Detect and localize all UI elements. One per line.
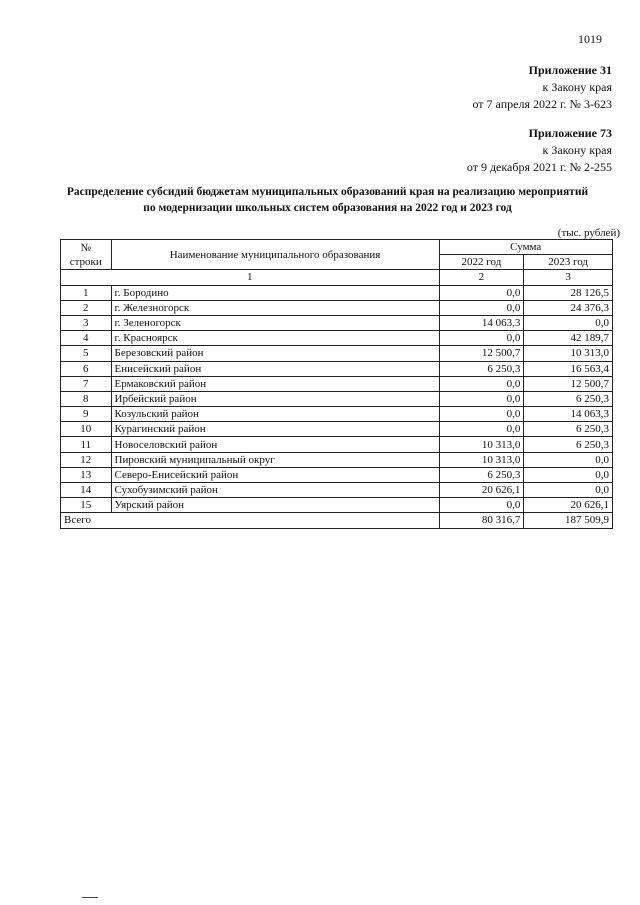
table-row	[61, 452, 613, 467]
amount-2023: 28 126,5	[524, 285, 613, 300]
table-row	[61, 361, 613, 376]
amount-2022: 14 063,3	[439, 315, 524, 330]
amount-2023: 0,0	[524, 467, 613, 482]
header-sum: Сумма	[439, 240, 612, 255]
row-number: 7	[61, 376, 112, 391]
amount-2022: 10 313,0	[439, 452, 524, 467]
amount-2023: 6 250,3	[524, 437, 613, 452]
row-number: 12	[61, 452, 112, 467]
amount-2023: 6 250,3	[524, 391, 613, 406]
municipality-name: г. Зеленогорск	[111, 315, 439, 330]
municipality-name: Курагинский район	[111, 422, 439, 437]
municipality-name: Ирбейский район	[111, 391, 439, 406]
row-number: 14	[61, 483, 112, 498]
table-row	[61, 467, 613, 482]
table-row	[61, 315, 613, 330]
column-index-2: 2	[439, 270, 524, 285]
units-label: (тыс. рублей)	[557, 227, 620, 239]
subsidy-table	[60, 239, 613, 529]
table-row	[61, 407, 613, 422]
table-row	[61, 437, 613, 452]
appendix-block-current	[472, 62, 612, 113]
amount-2023: 6 250,3	[524, 422, 613, 437]
total-label: Всего	[61, 513, 440, 528]
total-row	[61, 513, 613, 528]
appendix-law-line: к Закону края	[542, 80, 612, 94]
amount-2022: 0,0	[439, 300, 524, 315]
column-index-3: 3	[524, 270, 613, 285]
municipality-name: Пировский муниципальный округ	[111, 452, 439, 467]
appendix-title: Приложение 31	[528, 63, 612, 77]
municipality-name: г. Железногорск	[111, 300, 439, 315]
row-number: 4	[61, 331, 112, 346]
amount-2022: 0,0	[439, 498, 524, 513]
municipality-name: Новоселовский район	[111, 437, 439, 452]
amount-2022: 0,0	[439, 407, 524, 422]
amount-2022: 12 500,7	[439, 346, 524, 361]
column-index-1: 1	[61, 270, 440, 285]
appendix-date-line: от 7 апреля 2022 г. № 3-623	[472, 97, 612, 111]
row-number: 15	[61, 498, 112, 513]
row-number: 6	[61, 361, 112, 376]
document-title-line-2: по модернизации школьных систем образования на 2022 год и 2023 год	[143, 202, 512, 214]
appendix-date-line: от 9 декабря 2021 г. № 2-255	[466, 160, 612, 174]
amount-2022: 6 250,3	[439, 361, 524, 376]
document-title-line-1: Распределение субсидий бюджетам муниципальных образований края на реализацию мероприятий	[66, 186, 589, 198]
table-row	[61, 483, 613, 498]
appendix-law-line: к Закону края	[542, 143, 612, 157]
amount-2023: 0,0	[524, 315, 613, 330]
amount-2023: 0,0	[524, 483, 613, 498]
appendix-title: Приложение 73	[528, 126, 612, 140]
amount-2022: 20 626,1	[439, 483, 524, 498]
total-2023: 187 509,9	[524, 513, 613, 528]
table-row	[61, 300, 613, 315]
municipality-name: Березовский район	[111, 346, 439, 361]
amount-2023: 16 563,4	[524, 361, 613, 376]
amount-2023: 20 626,1	[524, 498, 613, 513]
row-number: 10	[61, 422, 112, 437]
amount-2023: 14 063,3	[524, 407, 613, 422]
table-row	[61, 422, 613, 437]
amount-2022: 0,0	[439, 376, 524, 391]
table-body	[61, 285, 613, 513]
table-row	[61, 285, 613, 300]
row-number: 13	[61, 467, 112, 482]
amount-2022: 10 313,0	[439, 437, 524, 452]
amount-2022: 0,0	[439, 422, 524, 437]
amount-2022: 0,0	[439, 391, 524, 406]
municipality-name: г. Красноярск	[111, 331, 439, 346]
amount-2023: 0,0	[524, 452, 613, 467]
amount-2023: 12 500,7	[524, 376, 613, 391]
header-year-2022: 2022 год	[439, 255, 524, 270]
municipality-name: Ермаковский район	[111, 376, 439, 391]
amount-2023: 24 376,3	[524, 300, 613, 315]
municipality-name: Козульский район	[111, 407, 439, 422]
row-number: 5	[61, 346, 112, 361]
amount-2022: 0,0	[439, 331, 524, 346]
row-number: 3	[61, 315, 112, 330]
row-number: 2	[61, 300, 112, 315]
table-row	[61, 376, 613, 391]
amount-2023: 42 189,7	[524, 331, 613, 346]
row-number: 8	[61, 391, 112, 406]
municipality-name: Енисейский район	[111, 361, 439, 376]
municipality-name: Сухобузимский район	[111, 483, 439, 498]
amount-2022: 6 250,3	[439, 467, 524, 482]
table-row	[61, 391, 613, 406]
total-2022: 80 316,7	[439, 513, 524, 528]
municipality-name: г. Бородино	[111, 285, 439, 300]
amount-2023: 10 313,0	[524, 346, 613, 361]
row-number: 1	[61, 285, 112, 300]
row-number: 9	[61, 407, 112, 422]
header-row-number: № строки	[61, 240, 112, 270]
footer-rule	[82, 897, 98, 898]
municipality-name: Уярский район	[111, 498, 439, 513]
amount-2022: 0,0	[439, 285, 524, 300]
table-row	[61, 331, 613, 346]
row-number: 11	[61, 437, 112, 452]
table-row	[61, 498, 613, 513]
document-title	[40, 184, 615, 216]
table-row	[61, 346, 613, 361]
header-municipality: Наименование муниципального образования	[111, 240, 439, 270]
page-number: 1019	[578, 32, 602, 46]
appendix-block-original	[467, 125, 612, 176]
municipality-name: Северо-Енисейский район	[111, 467, 439, 482]
header-year-2023: 2023 год	[524, 255, 613, 270]
